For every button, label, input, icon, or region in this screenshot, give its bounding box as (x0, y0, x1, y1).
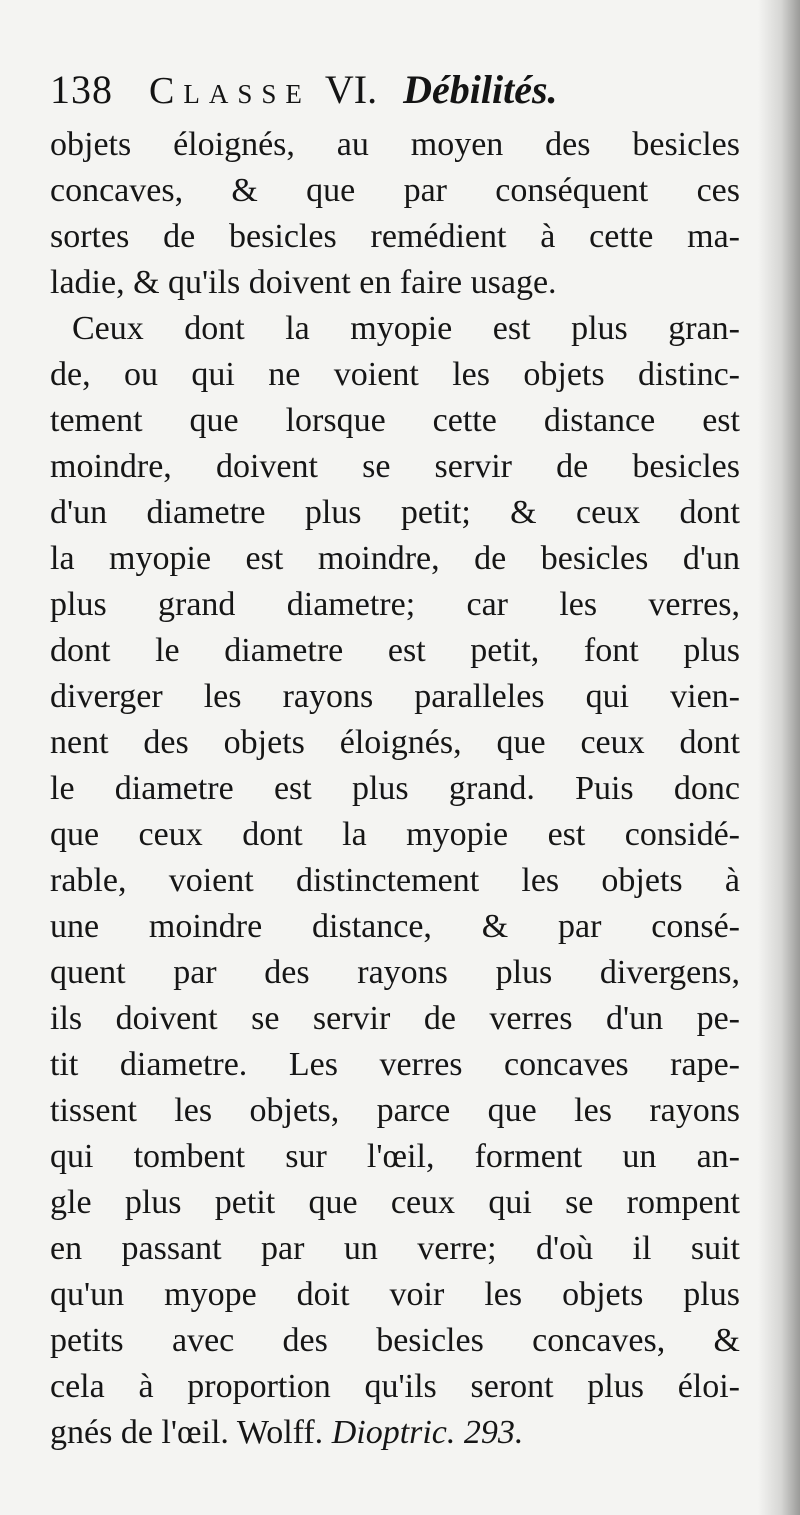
text-line: une moindre distance, & par consé- (50, 908, 740, 945)
text-line: ils doivent se servir de verres d'un pe- (50, 1000, 740, 1037)
page-edge-shadow (758, 0, 800, 1515)
text-line: de, ou qui ne voient les objets distinc- (50, 356, 740, 393)
section-title: Débilités. (403, 67, 558, 112)
citation-work: Dioptric. 293. (331, 1414, 524, 1451)
text-line: dont le diametre est petit, font plus (50, 632, 740, 669)
text-line: gle plus petit que ceux qui se rompent (50, 1184, 740, 1221)
text-line: en passant par un verre; d'où il suit (50, 1230, 740, 1267)
text-line: petits avec des besicles concaves, & (50, 1322, 740, 1359)
body-text (50, 122, 740, 1456)
text-line: diverger les rayons paralleles qui vien- (50, 678, 740, 715)
page-number: 138 (50, 67, 113, 112)
text-line: tit diametre. Les verres concaves rape- (50, 1046, 740, 1083)
text-line: cela à proportion qu'ils seront plus éloi- (50, 1368, 740, 1405)
running-head (50, 60, 760, 120)
text-line: moindre, doivent se servir de besicles (50, 448, 740, 485)
citation-author: Wolff. (236, 1414, 324, 1451)
text-line: quent par des rayons plus divergens, (50, 954, 740, 991)
text-line: qui tombent sur l'œil, forment un an- (50, 1138, 740, 1175)
text-line: rable, voient distinctement les objets à (50, 862, 740, 899)
text-line: la myopie est moindre, de besicles d'un (50, 540, 740, 577)
final-line (50, 1410, 740, 1456)
text-line: le diametre est plus grand. Puis donc (50, 770, 740, 807)
final-line-text: gnés de l'œil. (50, 1414, 229, 1451)
class-number: VI. (324, 67, 378, 112)
text-line: ladie, & qu'ils doivent en faire usage. (50, 264, 557, 301)
text-line: que ceux dont la myopie est considé- (50, 816, 740, 853)
text-line: nent des objets éloignés, que ceux dont (50, 724, 740, 761)
text-line: Ceux dont la myopie est plus gran- (72, 310, 740, 347)
text-line: objets éloignés, au moyen des besicles (50, 126, 740, 163)
text-line: d'un diametre plus petit; & ceux dont (50, 494, 740, 531)
text-line: plus grand diametre; car les verres, (50, 586, 740, 623)
text-line: sortes de besicles remédient à cette ma- (50, 218, 740, 255)
text-line: qu'un myope doit voir les objets plus (50, 1276, 740, 1313)
text-line: tement que lorsque cette distance est (50, 402, 740, 439)
text-line: tissent les objets, parce que les rayons (50, 1092, 740, 1129)
class-label: Classe (149, 70, 311, 112)
text-line: concaves, & que par conséquent ces (50, 172, 740, 209)
